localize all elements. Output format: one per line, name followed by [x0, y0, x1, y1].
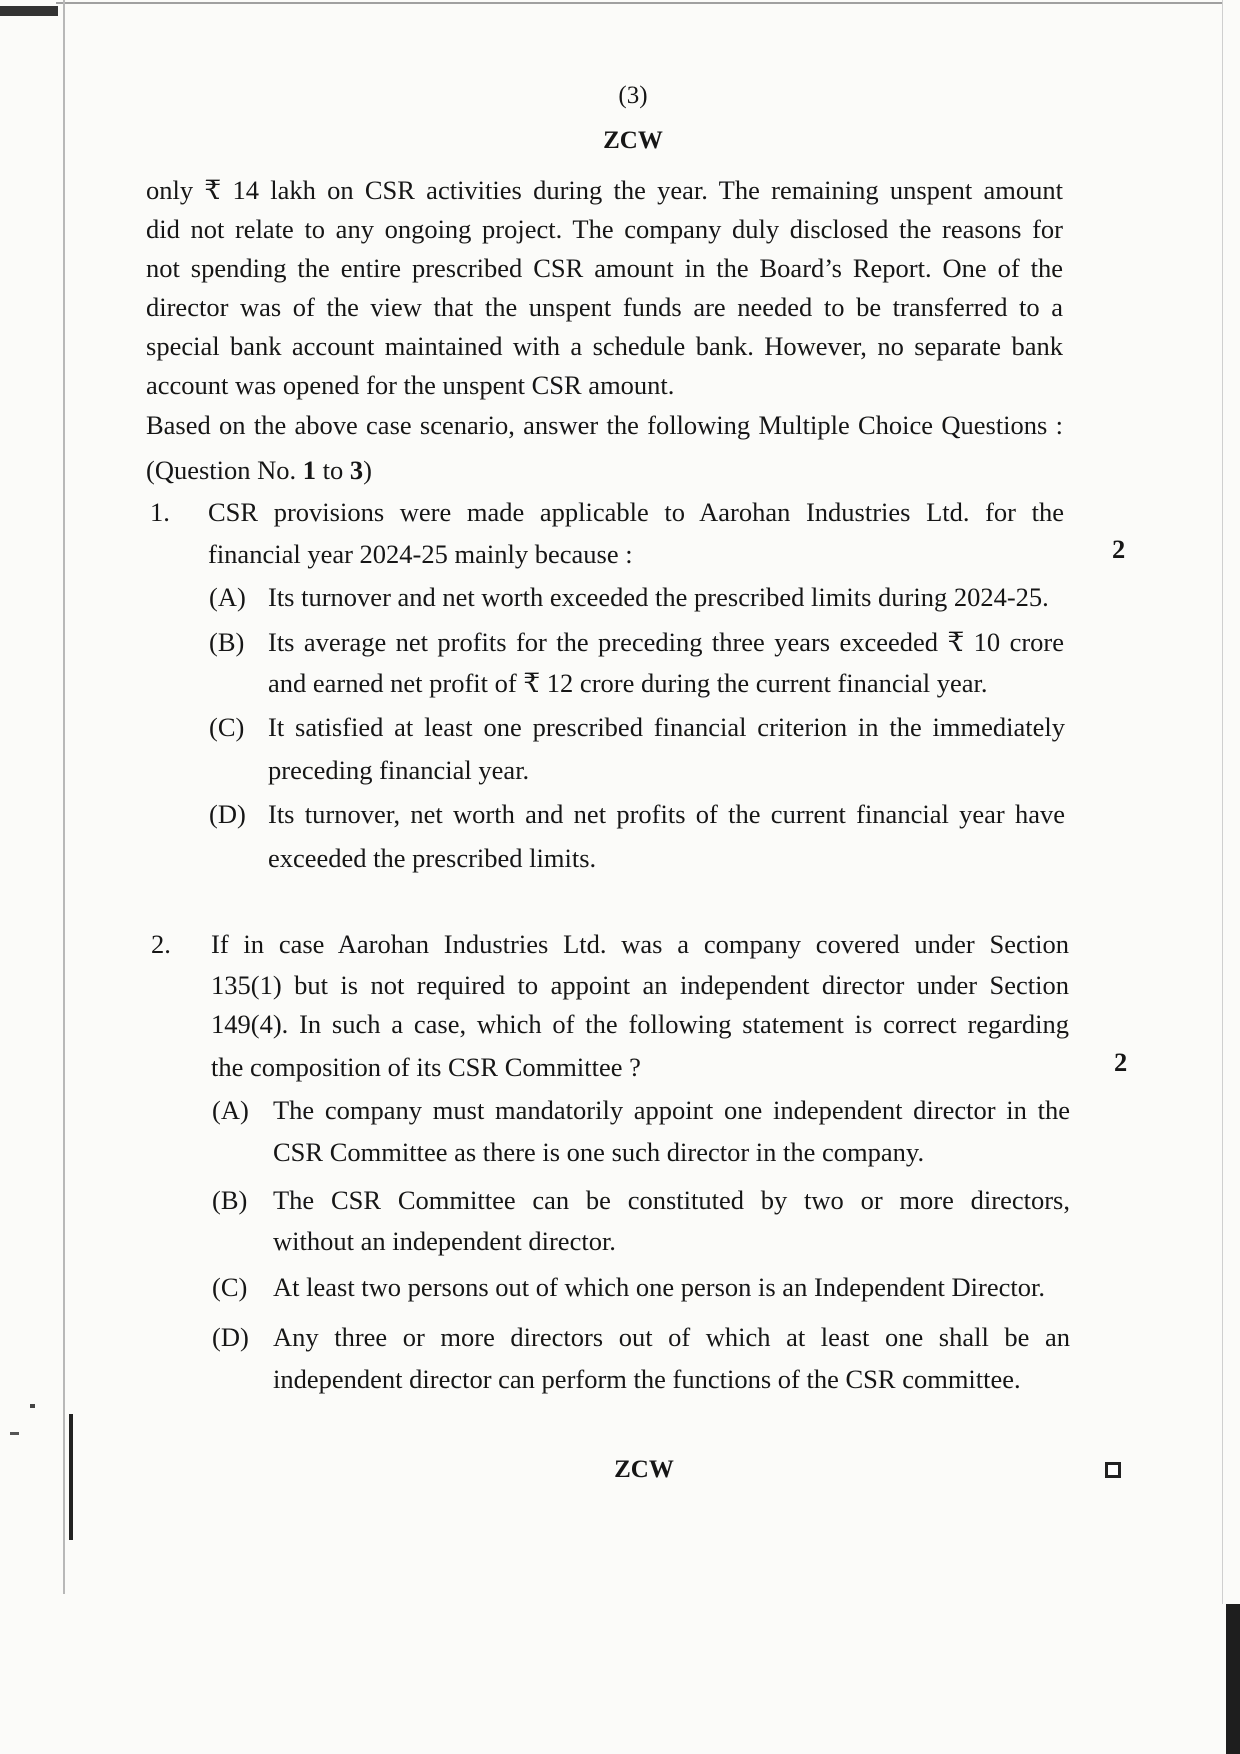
case-text-line: only ₹ 14 lakh on CSR activities during the year. The remaining unspent amount	[146, 175, 1063, 205]
option-text-line: The company must mandatorily appoint one independent director in the	[273, 1095, 1070, 1125]
scan-edge-left	[63, 0, 65, 1594]
case-text-line: not spending the entire prescribed CSR amount in the Board’s Report. One of the	[146, 253, 1063, 283]
scan-bar-top-left	[0, 6, 58, 16]
option-label: (B)	[209, 627, 245, 657]
question-range	[146, 450, 1063, 490]
option-label: (D)	[209, 799, 246, 829]
instruction-text: Based on the above case scenario, answer the following Multiple Choice Questions :	[146, 410, 1063, 440]
case-text-line: account was opened for the unspent CSR amount.	[146, 370, 675, 400]
question-range-prefix: (Question No.	[146, 455, 303, 485]
option-label: (A)	[212, 1095, 249, 1125]
case-text-line: did not relate to any ongoing project. The company duly disclosed the reasons for	[146, 214, 1063, 244]
option-label: (B)	[212, 1185, 248, 1215]
question-number: 1.	[150, 497, 170, 527]
option-label: (A)	[209, 582, 246, 612]
option-text-line: and earned net profit of ₹ 12 crore during the current financial year.	[268, 668, 988, 698]
option-text-line: Its average net profits for the preceding three years exceeded ₹ 10 crore	[268, 627, 1064, 657]
question-text-line: CSR provisions were made applicable to Aarohan Industries Ltd. for the	[208, 497, 1064, 527]
option-text-line: Its turnover and net worth exceeded the prescribed limits during 2024-25.	[268, 582, 1049, 612]
option-text-line: It satisfied at least one prescribed financial criterion in the immediately	[268, 712, 1065, 742]
question-number: 2.	[151, 929, 171, 959]
question-text-line: the composition of its CSR Committee ?	[211, 1052, 641, 1082]
page-number: (3)	[618, 82, 648, 109]
option-text-line: independent director can perform the functions of the CSR committee.	[273, 1364, 1021, 1394]
question-text-line: If in case Aarohan Industries Ltd. was a company covered under Section	[211, 929, 1069, 959]
scan-edge-right	[1222, 0, 1223, 1604]
option-text-line: At least two persons out of which one person is an Independent Director.	[273, 1272, 1045, 1302]
scan-speck	[30, 1404, 35, 1408]
option-text-line: without an independent director.	[273, 1226, 616, 1256]
question-range-middle: to	[316, 455, 350, 485]
case-text-line: special bank account maintained with a schedule bank. However, no separate bank	[146, 331, 1063, 361]
question-marks: 2	[1114, 1047, 1128, 1077]
option-text-line: preceding financial year.	[268, 755, 530, 785]
option-text-line: Any three or more directors out of which at least one shall be an	[273, 1322, 1070, 1352]
scan-edge-top	[56, 2, 1222, 4]
option-label: (D)	[212, 1322, 249, 1352]
option-text-line: The CSR Committee can be constituted by two or more directors,	[273, 1185, 1070, 1215]
square-outline-icon	[1105, 1462, 1121, 1478]
option-label: (C)	[209, 712, 245, 742]
series-code-footer: ZCW	[614, 1456, 674, 1483]
question-text-line: 135(1) but is not required to appoint an independent director under Section	[211, 970, 1069, 1000]
scan-mark-left	[69, 1414, 73, 1540]
case-text-line: director was of the view that the unspent funds are needed to be transferred to a	[146, 292, 1063, 322]
option-text-line: Its turnover, net worth and net profits of the current financial year have	[268, 799, 1065, 829]
option-text-line: CSR Committee as there is one such director in the company.	[273, 1137, 925, 1167]
scan-speck	[10, 1432, 19, 1435]
option-label: (C)	[212, 1272, 248, 1302]
option-text-line: exceeded the prescribed limits.	[268, 843, 597, 873]
question-text-line: 149(4). In such a case, which of the following statement is correct regarding	[211, 1009, 1069, 1039]
scan-bar-bottom-right	[1226, 1604, 1240, 1754]
question-range-first: 1	[302, 455, 317, 485]
question-marks: 2	[1112, 534, 1126, 564]
question-range-suffix: )	[363, 455, 372, 485]
question-text-line: financial year 2024-25 mainly because :	[208, 539, 633, 569]
question-range-last: 3	[349, 455, 364, 485]
series-code-header: ZCW	[603, 127, 663, 154]
